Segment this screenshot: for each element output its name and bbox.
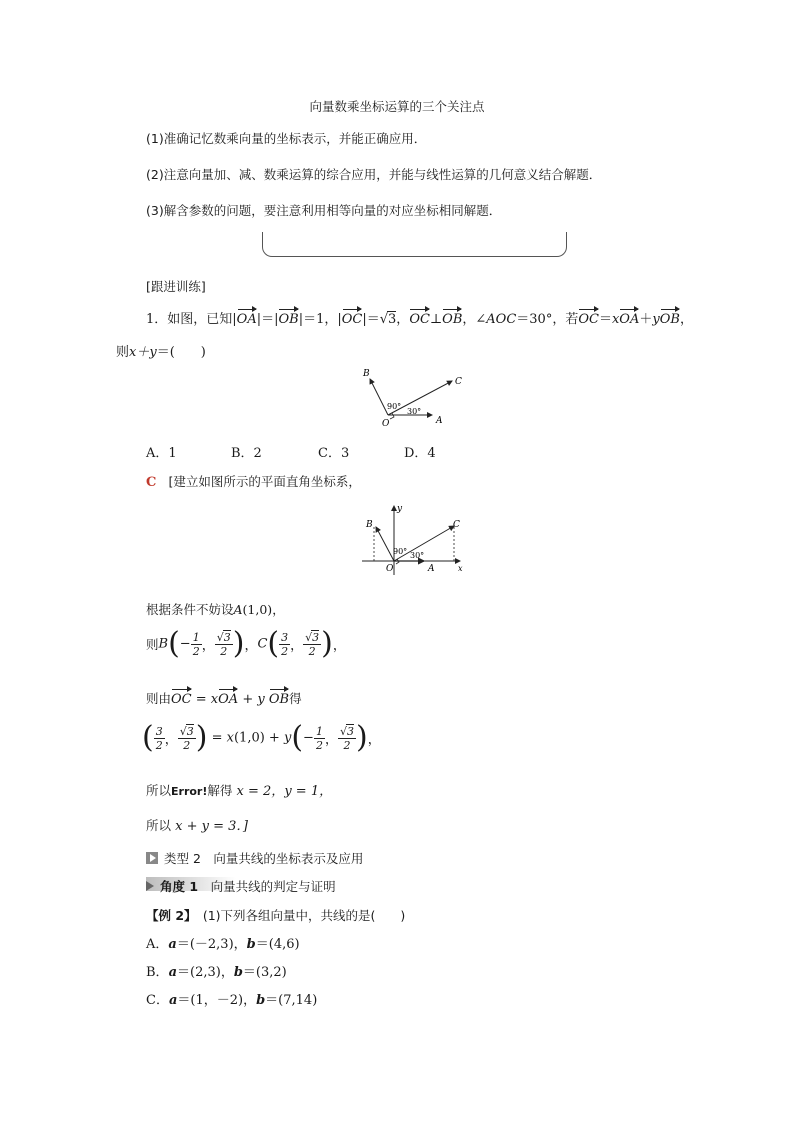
comma: ， (290, 638, 304, 654)
label-a: A (436, 416, 443, 426)
fraction-neg-half (314, 725, 325, 752)
fraction-sqrt3-over-2: $\frac{√3}{2}$ (216, 631, 231, 658)
var-x: x (226, 730, 234, 746)
q1-text: ， (679, 312, 693, 327)
paren-close: ) (232, 626, 245, 661)
q1-text: ＋ (639, 312, 653, 327)
solution-intro: [建立如图所示的平面直角坐标系， (168, 474, 361, 489)
result-x: x = 2， (236, 784, 285, 799)
frac-den: 2 (281, 644, 289, 658)
frac-num: 1 (315, 724, 323, 738)
fraction-neg-half (191, 631, 202, 658)
label-a: A (428, 564, 435, 574)
example-stem (146, 906, 405, 924)
vector-a-value: ＝(2,3)， (177, 965, 234, 980)
vector-b-value: ＝(4,6) (255, 937, 300, 952)
vector-oc: OC (171, 692, 192, 707)
section-type-heading (146, 849, 363, 867)
minus: − (303, 730, 314, 746)
vector-a-value: ＝(－2,3)， (176, 937, 247, 952)
label-o: O (382, 419, 390, 429)
q1-text: |＝1，| (298, 312, 342, 327)
example-option-a[interactable] (146, 933, 300, 952)
section-angle-heading (146, 877, 336, 895)
var-x: x (611, 312, 620, 327)
frac-den: 2 (220, 645, 228, 658)
q1-text: ， (396, 312, 410, 327)
by-text: 则由 (146, 691, 172, 706)
q1-option-a[interactable]: A．1 (146, 446, 177, 461)
q1-text: |＝| (256, 312, 279, 327)
solve-line (146, 780, 332, 799)
vector-a: a (168, 993, 178, 1008)
vector-b-value: ＝(7,14) (265, 993, 318, 1008)
equals: = (191, 692, 211, 707)
final-text: 所以 (146, 818, 172, 833)
label-c: C (453, 520, 460, 530)
note-1: (1)准确记忆数乘向量的坐标表示，并能正确应用． (146, 131, 427, 146)
frac-num: 1 (192, 630, 200, 644)
coord: (1,0) + (233, 730, 284, 746)
frac-den: 2 (192, 644, 200, 658)
vector-oc: OC (409, 312, 430, 327)
q1-text: ＝30°，若 (516, 312, 579, 327)
final-expression: x + y = 3．] (175, 819, 248, 834)
option-letter: B． (146, 965, 169, 980)
solution-intro-line (146, 472, 361, 490)
comma: ， (201, 638, 215, 654)
condition-text: ， (272, 602, 285, 617)
page-title: 向量数乘坐标运算的三个关注点 (309, 99, 485, 114)
angle-90-label: 90° (387, 402, 402, 411)
figure-1-vector-diagram (355, 362, 475, 432)
vector-oa: OA (619, 312, 640, 327)
result-y: y = 1， (284, 784, 333, 799)
option-letter: C． (146, 993, 169, 1008)
q1-option-d[interactable]: D．4 (404, 446, 436, 461)
vector-oa: OA (218, 692, 239, 707)
frac-num: 3 (155, 724, 163, 738)
note-bracket-frame (262, 232, 567, 257)
frac-den: 2 (155, 738, 163, 752)
error-text: Error! (171, 785, 208, 798)
fraction-sqrt3-over-2: $\frac{√3}{2}$ (179, 725, 194, 752)
paren-open: ( (168, 626, 180, 661)
paren-open: ( (291, 720, 304, 755)
vector-ob-arrow (370, 379, 388, 415)
vector-a: a (168, 965, 177, 980)
paren-close: ) (321, 626, 333, 661)
frac-den: 2 (315, 738, 323, 752)
angle-30-label: 30° (410, 551, 425, 560)
q1-text: 则 (116, 345, 130, 360)
angle-90-label: 90° (393, 547, 408, 556)
comma: ， (324, 732, 338, 748)
triangle-icon (146, 881, 154, 891)
sqrt-icon: √ (379, 312, 389, 327)
bc-coordinates-line (146, 626, 346, 667)
sqrt-value: 3 (312, 631, 320, 644)
frac-den: 2 (308, 645, 316, 658)
fraction-3-over-2 (279, 631, 290, 658)
minus: − (179, 636, 191, 652)
example-stem-text: (1)下列各组向量中，共线的是( ) (190, 908, 406, 923)
paren-open: ( (267, 626, 280, 661)
frac-num: 3 (281, 630, 289, 644)
perp-symbol: ⊥ (429, 312, 443, 327)
label-b: B (363, 369, 370, 379)
fraction-sqrt3-over-2: $\frac{√3}{2}$ (339, 725, 354, 752)
label-o: O (386, 564, 394, 574)
sqrt-value: 3 (186, 725, 194, 738)
example-tag: 【例 2】 (146, 908, 191, 923)
example-option-c[interactable] (146, 989, 317, 1008)
point-c: C (257, 636, 268, 652)
fraction-3-over-2 (154, 725, 165, 752)
sqrt-value: 3 (388, 312, 397, 327)
q1-text: |＝ (362, 312, 380, 327)
vector-ob: OB (278, 312, 299, 327)
vector-b-value: ＝(3,2) (242, 965, 287, 980)
vector-b: b (233, 965, 243, 980)
label-x: x (458, 564, 463, 573)
point-b: B (158, 636, 169, 652)
sqrt-value: 3 (223, 631, 231, 644)
question-1-line-2 (116, 341, 206, 360)
frac-den: 2 (343, 739, 351, 752)
equals: = (207, 730, 227, 746)
q1-text: ＝ (598, 312, 612, 327)
q1-option-b[interactable]: B．2 (231, 446, 262, 461)
vector-a: a (168, 937, 177, 952)
note-2: (2)注意向量加、减、数乘运算的综合应用，并能与线性运算的几何意义结合解题． (146, 167, 602, 182)
point-a: A (233, 602, 243, 617)
by-text: 得 (289, 691, 302, 706)
practice-label: [跟进训练] (146, 279, 206, 294)
vector-a-value: ＝(1，－2)， (177, 993, 257, 1008)
var-y: y (257, 692, 265, 707)
label-c: C (455, 377, 462, 387)
final-line (146, 815, 248, 834)
q1-prefix: 1．如图，已知| (146, 312, 237, 327)
note-3: (3)解含参数的问题，要注意利用相等向量的对应坐标相同解题． (146, 203, 502, 218)
fraction-sqrt3-over-2: $\frac{√3}{2}$ (305, 631, 320, 658)
var-y: y (283, 730, 292, 746)
angle-30-label: 30° (407, 407, 422, 416)
paren-close: ) (195, 720, 208, 755)
vector-ob-arrow (376, 527, 394, 561)
vector-oc: OC (578, 312, 599, 327)
equation-line (142, 720, 381, 761)
angle-label: 角度 1 (160, 879, 199, 894)
var-y: y (652, 312, 660, 327)
question-1-line-1 (146, 308, 693, 327)
comma: ， (244, 638, 258, 654)
q1-option-c[interactable]: C．3 (318, 446, 350, 461)
vector-ob: OB (442, 312, 463, 327)
vector-oc: OC (341, 312, 363, 327)
so-text: 所以 (146, 783, 172, 798)
paren-open: ( (142, 720, 154, 755)
vector-oa: OA (236, 312, 257, 327)
var-x: x (210, 692, 219, 707)
figure-2-coordinate-diagram (360, 500, 470, 580)
example-option-b[interactable] (146, 961, 287, 980)
play-icon (146, 852, 158, 864)
vector-ob: OB (659, 312, 680, 327)
so-text: 解得 (207, 783, 233, 798)
label-b: B (366, 520, 373, 530)
vector-b: b (256, 993, 266, 1008)
paren-close: ) (355, 720, 368, 755)
answer-letter: C (146, 475, 157, 490)
vector-b: b (246, 937, 256, 952)
condition-line (146, 600, 285, 618)
q1-text: ＝( ) (156, 345, 206, 360)
sqrt-value: 3 (346, 725, 354, 738)
angle-title: 向量共线的判定与证明 (210, 879, 336, 894)
label-y: y (397, 504, 403, 514)
section-type-label: 类型 2 向量共线的坐标表示及应用 (164, 851, 364, 866)
point-a-coord: (1,0) (242, 602, 273, 617)
vector-ob: OB (268, 692, 290, 707)
then-text: 则 (146, 637, 159, 652)
plus: + (238, 692, 258, 707)
q1-text: ，∠ (462, 312, 487, 327)
frac-den: 2 (183, 739, 191, 752)
option-letter: A． (146, 937, 169, 952)
condition-text: 根据条件不妨设 (146, 602, 234, 617)
q1-expression: x＋y (129, 345, 157, 360)
angle-name: AOC (486, 312, 517, 327)
comma: ， (164, 732, 178, 748)
comma: ， (367, 732, 381, 748)
comma: ， (332, 638, 346, 654)
by-relation-line (146, 689, 302, 707)
